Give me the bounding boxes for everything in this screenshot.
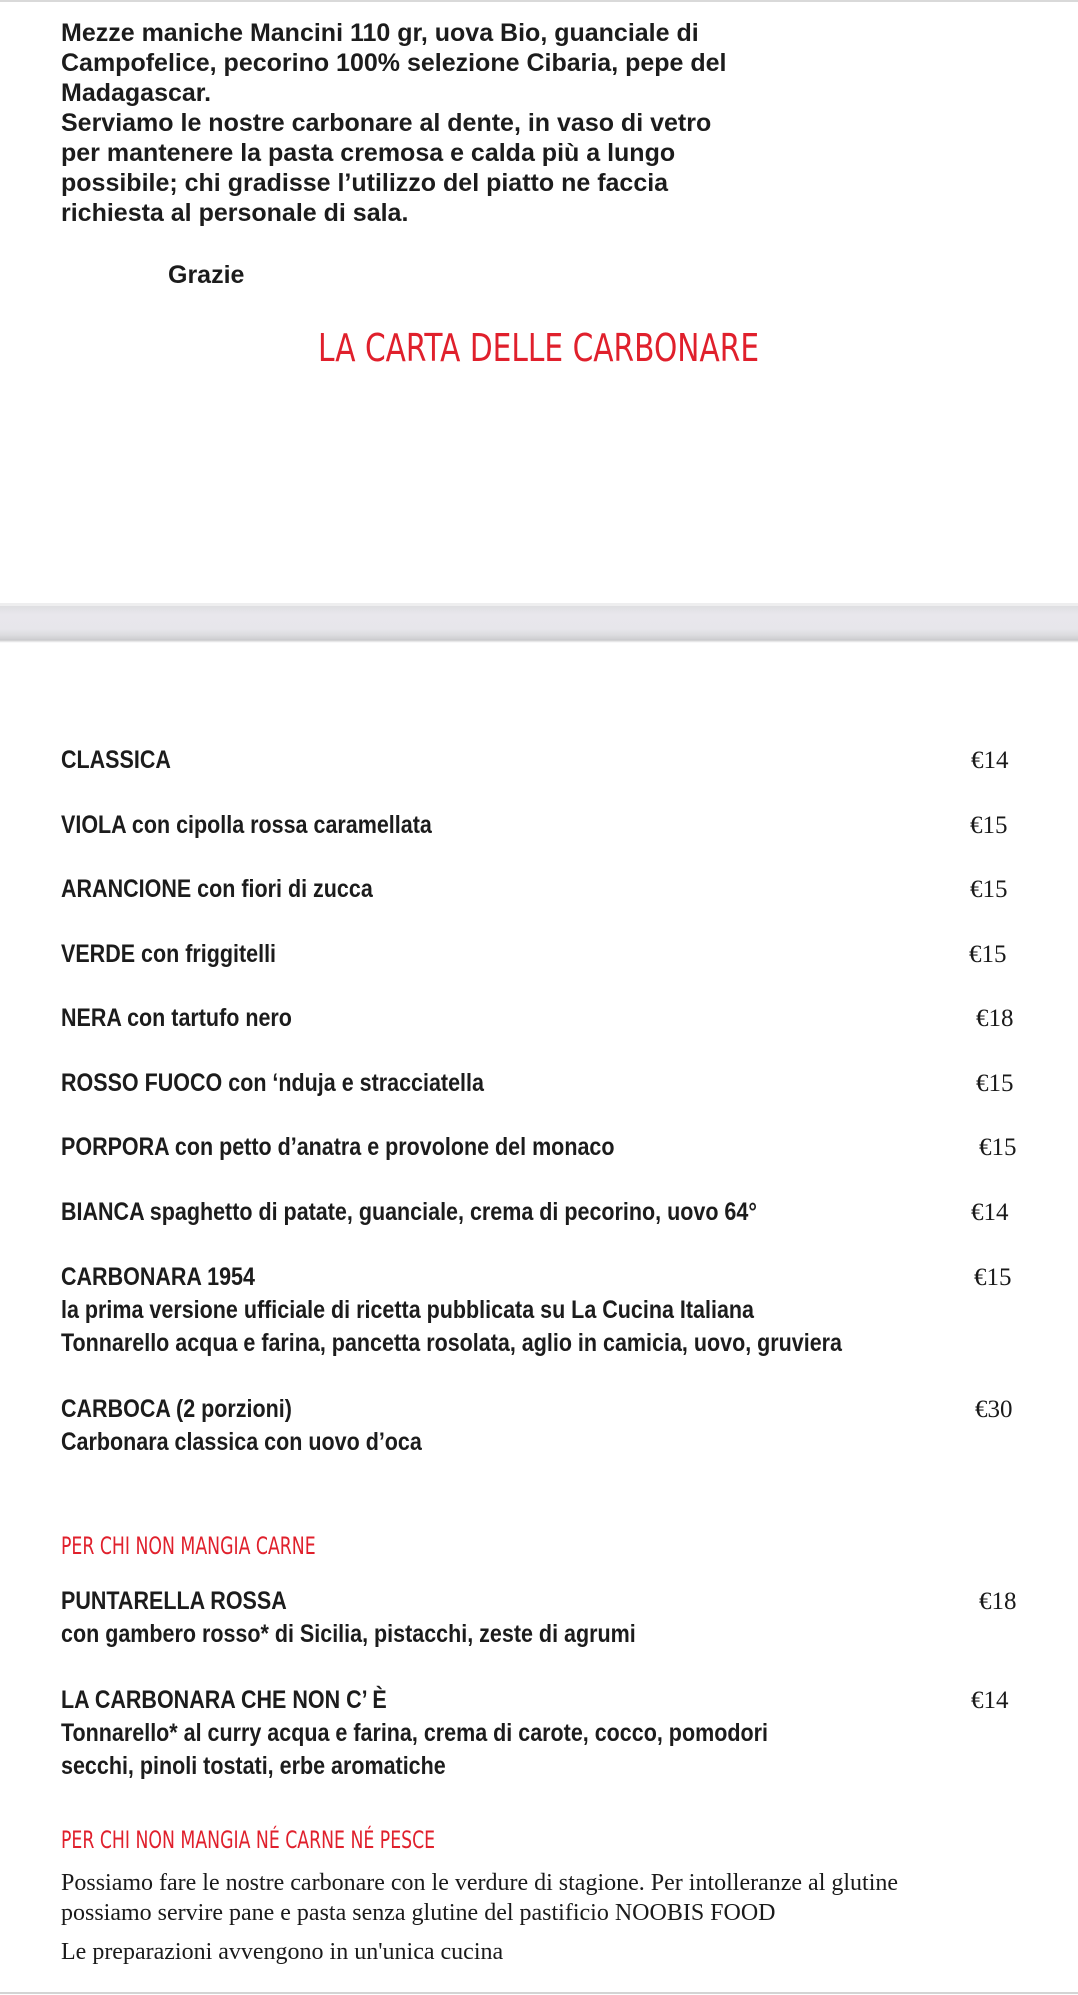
item-price: €18 [979, 1588, 1017, 1615]
item-price: €15 [969, 941, 1007, 968]
item-name: CARBONARA 1954 [61, 1263, 255, 1291]
thanks-text: Grazie [168, 261, 245, 289]
top-divider [0, 0, 1078, 2]
section-heading-no-meat: PER CHI NON MANGIA CARNE [61, 1532, 316, 1560]
item-name: NERA con tartufo nero [61, 1004, 292, 1032]
menu-item-nera [61, 1002, 1021, 1035]
intro-line: per mantenere la pasta cremosa e calda più a lungo [61, 139, 676, 167]
section-separator-band [0, 603, 1078, 643]
menu-item-viola [61, 809, 1021, 842]
item-name: ROSSO FUOCO con ‘nduja e stracciatella [61, 1069, 484, 1097]
menu-item-puntarella-rossa [61, 1585, 1021, 1651]
item-name: LA CARBONARA CHE NON C’ È [61, 1686, 387, 1714]
item-price: €15 [976, 1070, 1014, 1097]
intro-line: Serviamo le nostre carbonare al dente, in vaso di vetro [61, 109, 712, 137]
intro-line: richiesta al personale di sala. [61, 199, 409, 227]
item-price: €14 [971, 1687, 1009, 1714]
item-name: BIANCA spaghetto di patate, guanciale, crema di pecorino, uovo 64° [61, 1198, 757, 1226]
menu-item-carboca [61, 1393, 1021, 1459]
item-price: €15 [974, 1264, 1012, 1291]
menu-item-arancione [61, 873, 1021, 906]
item-price: €15 [970, 876, 1008, 903]
item-price: €30 [975, 1396, 1013, 1423]
section-heading-vegetarian: PER CHI NON MANGIA NÉ CARNE NÉ PESCE [61, 1826, 436, 1854]
item-description: Tonnarello* al curry acqua e farina, crema di carote, cocco, pomodori [61, 1719, 768, 1747]
item-price: €14 [971, 747, 1009, 774]
item-name: CARBOCA (2 porzioni) [61, 1395, 292, 1423]
menu-item-bianca [61, 1196, 1021, 1229]
item-price: €15 [970, 812, 1008, 839]
item-price: €18 [976, 1005, 1014, 1032]
vegetarian-note: Possiamo fare le nostre carbonare con le verdure di stagione. Per intolleranze al glutine [61, 1870, 899, 1896]
menu-item-verde [61, 938, 1021, 971]
item-description: Tonnarello acqua e farina, pancetta rosolata, aglio in camicia, uovo, gruviera [61, 1329, 843, 1357]
item-name: VIOLA con cipolla rossa caramellata [61, 811, 432, 839]
item-name: VERDE con friggitelli [61, 940, 277, 968]
intro-line: possibile; chi gradisse l’utilizzo del piatto ne faccia [61, 169, 669, 197]
intro-line: Campofelice, pecorino 100% selezione Cibaria, pepe del [61, 49, 727, 77]
menu-item-rosso-fuoco [61, 1067, 1021, 1100]
page-title: LA CARTA DELLE CARBONARE [318, 326, 760, 370]
item-name: CLASSICA [61, 746, 171, 774]
kitchen-note: Le preparazioni avvengono in un'unica cucina [61, 1939, 504, 1965]
item-price: €14 [971, 1199, 1009, 1226]
intro-line: Mezze maniche Mancini 110 gr, uova Bio, guanciale di [61, 19, 699, 47]
menu-item-porpora [61, 1131, 1021, 1164]
item-name: PORPORA con petto d’anatra e provolone del monaco [61, 1133, 615, 1161]
menu-item-carbonara-che-non-ce [61, 1684, 1021, 1783]
item-description: con gambero rosso* di Sicilia, pistacchi, zeste di agrumi [61, 1620, 636, 1648]
menu-item-carbonara-1954 [61, 1261, 1021, 1360]
gluten-free-note: possiamo servire pane e pasta senza glutine del pastificio NOOBIS FOOD [61, 1900, 776, 1926]
intro-line: Madagascar. [61, 79, 212, 107]
item-name: PUNTARELLA ROSSA [61, 1587, 287, 1615]
item-price: €15 [979, 1134, 1017, 1161]
item-description: la prima versione ufficiale di ricetta pubblicata su La Cucina Italiana [61, 1296, 754, 1324]
item-description: secchi, pinoli tostati, erbe aromatiche [61, 1752, 446, 1780]
bottom-divider [0, 1992, 1078, 1994]
item-description: Carbonara classica con uovo d’oca [61, 1428, 422, 1456]
menu-item-classica [61, 744, 1021, 777]
item-name: ARANCIONE con fiori di zucca [61, 875, 373, 903]
intro-description [61, 18, 861, 228]
